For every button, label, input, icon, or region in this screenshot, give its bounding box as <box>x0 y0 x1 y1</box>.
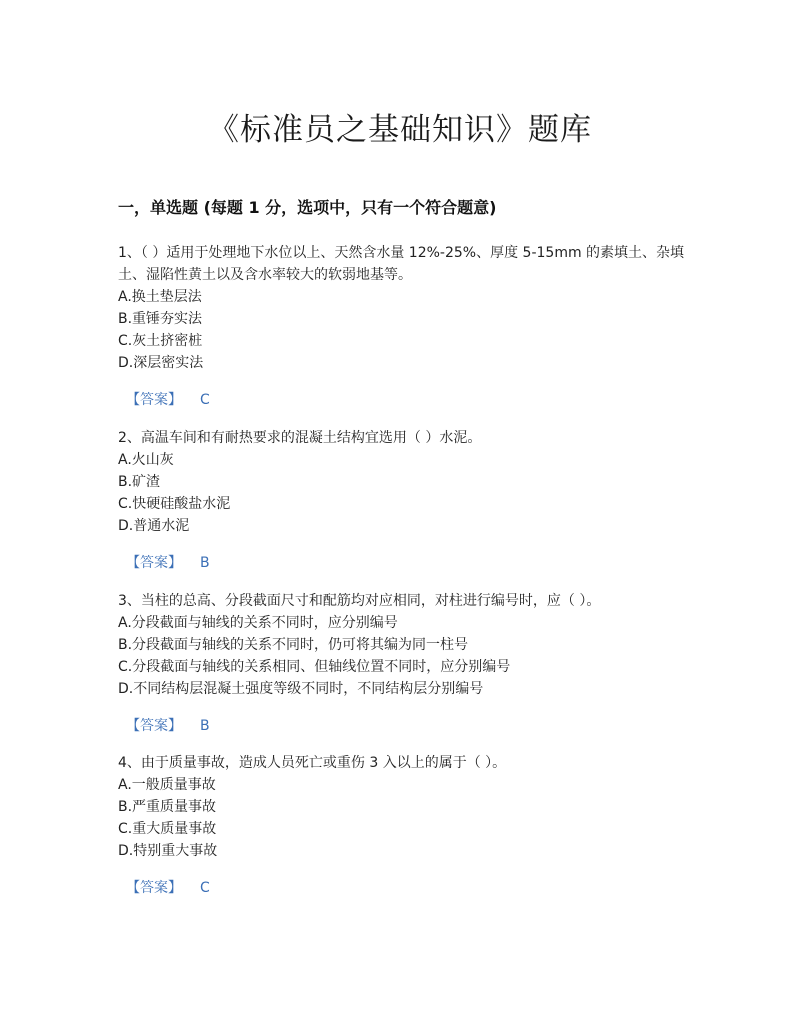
question-2 <box>118 427 688 574</box>
answer-tag: 【答案】 <box>126 880 182 896</box>
answer-tag: 【答案】 <box>126 392 182 408</box>
option-b: B.分段截面与轴线的关系不同时，仍可将其编为同一柱号 <box>118 637 469 653</box>
option-d: D.普通水泥 <box>118 518 190 534</box>
answer-line <box>118 715 688 737</box>
question-1 <box>118 242 688 411</box>
option-c: C.灰土挤密桩 <box>118 333 203 349</box>
option-d: D.特别重大事故 <box>118 843 218 859</box>
option-d: D.深层密实法 <box>118 355 204 371</box>
option-c: C.快硬硅酸盐水泥 <box>118 496 231 512</box>
answer-value: C <box>200 880 210 896</box>
option-a: A.一般质量事故 <box>118 777 216 793</box>
option-b: B.严重质量事故 <box>118 799 217 815</box>
answer-value: B <box>200 555 210 571</box>
answer-line <box>118 877 688 899</box>
answer-value: C <box>200 392 210 408</box>
option-b: B.重锤夯实法 <box>118 311 203 327</box>
question-stem: 3、当柱的总高、分段截面尺寸和配筋均对应相同，对柱进行编号时，应（ ）。 <box>118 593 601 609</box>
answer-line <box>118 552 688 574</box>
document-title: 《标准员之基础知识》题库 <box>208 112 592 148</box>
option-b: B.矿渣 <box>118 474 161 490</box>
answer-tag: 【答案】 <box>126 555 182 571</box>
question-3 <box>118 590 688 737</box>
answer-value: B <box>200 718 210 734</box>
option-d: D.不同结构层混凝土强度等级不同时，不同结构层分别编号 <box>118 681 484 697</box>
question-4 <box>118 752 688 899</box>
answer-tag: 【答案】 <box>126 718 182 734</box>
question-stem: 2、高温车间和有耐热要求的混凝土结构宜选用（ ）水泥。 <box>118 430 482 446</box>
answer-line <box>118 389 688 411</box>
section-heading: 一，单选题 (每题 1 分，选项中，只有一个符合题意) <box>118 198 497 217</box>
option-c: C.分段截面与轴线的关系相同、但轴线位置不同时，应分别编号 <box>118 659 511 675</box>
option-c: C.重大质量事故 <box>118 821 217 837</box>
question-stem: 4、由于质量事故，造成人员死亡或重伤 3 入以上的属于（ ）。 <box>118 755 507 771</box>
option-a: A.分段截面与轴线的关系不同时，应分别编号 <box>118 615 398 631</box>
option-a: A.火山灰 <box>118 452 174 468</box>
question-stem: 1、（ ）适用于处理地下水位以上、天然含水量 12%-25%、厚度 5-15mm 的素填土、杂填土、湿陷性黄土以及含水率较大的软弱地基等。 <box>118 245 685 283</box>
option-a: A.换土垫层法 <box>118 289 202 305</box>
